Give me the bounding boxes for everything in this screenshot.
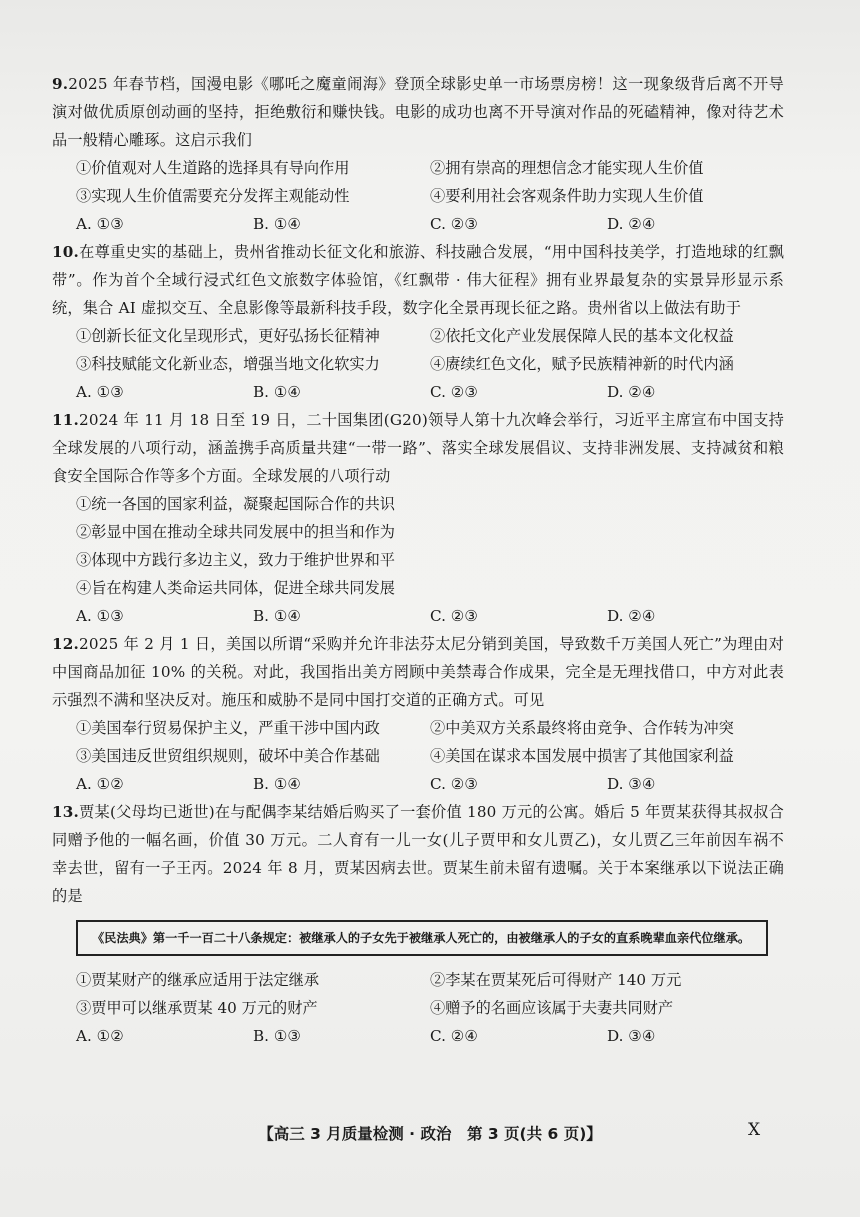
question-text: 在尊重史实的基础上，贵州省推动长征文化和旅游、科技融合发展，“用中国科技美学，打造地球的红飘带”。作为首个全域行浸式红色文旅数字体验馆，《红飘带 · 伟大征程》拥有业界最复杂的实景异形显示系统，集合 AI 虚拟交互、全息影像等最新科技手段，数字化全景再现长征之路。贵州省以上做法有助于 [52, 243, 784, 317]
paper-mark: X [748, 1120, 761, 1140]
answer-c: C. ②③ [430, 215, 478, 233]
question-10 [52, 238, 784, 406]
question-number: 13. [52, 803, 80, 821]
answer-d: D. ②④ [607, 607, 656, 625]
option-3: ③实现人生价值需要充分发挥主观能动性 [76, 187, 350, 205]
answer-b: B. ①④ [253, 215, 302, 233]
question-number: 12. [52, 635, 80, 653]
question-number: 11. [52, 411, 80, 429]
answer-d: D. ②④ [607, 383, 656, 401]
question-9 [52, 70, 784, 238]
answer-choices [52, 378, 784, 406]
options-row [52, 994, 784, 1022]
option-2: ②依托文化产业发展保障人民的基本文化权益 [430, 327, 734, 345]
question-text: 2025 年春节档，国漫电影《哪吒之魔童闹海》登顶全球影史单一市场票房榜！这一现象级背后离不开导演对做优质原创动画的坚持，拒绝敷衍和赚快钱。电影的成功也离不开导演对作品的死磕精神，像对待艺术品一般精心雕琢。这启示我们 [52, 75, 784, 149]
answer-d: D. ②④ [607, 215, 656, 233]
answer-b: B. ①③ [253, 1027, 302, 1045]
question-text: 贾某(父母均已逝世)在与配偶李某结婚后购买了一套价值 180 万元的公寓。婚后 5 年贾某获得其叔叔合同赠予他的一幅名画，价值 30 万元。二人育有一儿一女(儿子贾甲和女儿贾乙)，女儿贾乙三年前因车祸不幸去世，留有一子王丙。2024 年 8 月，贾某因病去世。贾某生前未留有遗嘱。关于本案继承以下说法正确的是 [52, 803, 784, 905]
answer-b: B. ①④ [253, 607, 302, 625]
option-4: ④旨在构建人类命运共同体，促进全球共同发展 [76, 579, 395, 597]
options-row [52, 742, 784, 770]
answer-c: C. ②③ [430, 775, 478, 793]
question-stem [52, 406, 784, 490]
question-stem [52, 238, 784, 322]
options-row [52, 966, 784, 994]
answer-b: B. ①④ [253, 775, 302, 793]
answer-a: A. ①③ [76, 215, 124, 233]
option-3: ③美国违反世贸组织规则，破坏中美合作基础 [76, 747, 380, 765]
option-1: ①统一各国的国家利益，凝聚起国际合作的共识 [76, 495, 395, 513]
option-4: ④赠予的名画应该属于夫妻共同财产 [430, 999, 673, 1017]
option-4: ④美国在谋求本国发展中损害了其他国家利益 [430, 747, 734, 765]
option-1: ①价值观对人生道路的选择具有导向作用 [76, 159, 350, 177]
answer-d: D. ③④ [607, 775, 656, 793]
options-row [52, 350, 784, 378]
option-1: ①美国奉行贸易保护主义，严重干涉中国内政 [76, 719, 380, 737]
law-excerpt-box: 《民法典》第一千一百二十八条规定：被继承人的子女先于被继承人死亡的，由被继承人的子女的直系晚辈血亲代位继承。 [76, 920, 768, 956]
option-2: ②中美双方关系最终将由竞争、合作转为冲突 [430, 719, 734, 737]
question-text: 2025 年 2 月 1 日，美国以所谓“采购并允许非法芬太尼分销到美国，导致数千万美国人死亡”为理由对中国商品加征 10% 的关税。对此，我国指出美方罔顾中美禁毒合作成果，完全是无理找借口，中方对此表示强烈不满和坚决反对。施压和威胁不是同中国打交道的正确方式。可见 [52, 635, 784, 709]
question-number: 10. [52, 243, 80, 261]
answer-choices [52, 1022, 784, 1050]
option-4: ④赓续红色文化，赋予民族精神新的时代内涵 [430, 355, 734, 373]
answer-c: C. ②④ [430, 1027, 478, 1045]
option-4: ④要利用社会客观条件助力实现人生价值 [430, 187, 704, 205]
answer-a: A. ①③ [76, 607, 124, 625]
option-2: ②彰显中国在推动全球共同发展中的担当和作为 [76, 523, 395, 541]
answer-a: A. ①② [76, 1027, 124, 1045]
answer-c: C. ②③ [430, 607, 478, 625]
option-3: ③贾甲可以继承贾某 40 万元的财产 [76, 999, 318, 1017]
option-2: ②拥有崇高的理想信念才能实现人生价值 [430, 159, 704, 177]
answer-a: A. ①② [76, 775, 124, 793]
options-row [52, 714, 784, 742]
option-2: ②李某在贾某死后可得财产 140 万元 [430, 971, 682, 989]
option-1: ①创新长征文化呈现形式，更好弘扬长征精神 [76, 327, 380, 345]
answer-c: C. ②③ [430, 383, 478, 401]
question-13 [52, 798, 784, 1050]
answer-choices [52, 210, 784, 238]
question-11 [52, 406, 784, 630]
answer-d: D. ③④ [607, 1027, 656, 1045]
options-row [52, 154, 784, 182]
option-3: ③体现中方践行多边主义，致力于维护世界和平 [76, 551, 395, 569]
answer-choices [52, 770, 784, 798]
answer-a: A. ①③ [76, 383, 124, 401]
question-text: 2024 年 11 月 18 日至 19 日，二十国集团(G20)领导人第十九次峰会举行，习近平主席宣布中国支持全球发展的八项行动，涵盖携手高质量共建“一带一路”、落实全球发展倡议、支持非洲发展、支持减贫和粮食安全国际合作等多个方面。全球发展的八项行动 [52, 411, 784, 485]
question-stem [52, 70, 784, 154]
page-footer: 【高三 3 月质量检测 · 政治 第 3 页(共 6 页)】 [258, 1125, 602, 1143]
question-stem [52, 630, 784, 714]
question-12 [52, 630, 784, 798]
question-stem [52, 798, 784, 910]
answer-b: B. ①④ [253, 383, 302, 401]
option-3: ③科技赋能文化新业态，增强当地文化软实力 [76, 355, 380, 373]
question-number: 9. [52, 75, 69, 93]
option-1: ①贾某财产的继承应适用于法定继承 [76, 971, 319, 989]
options-row [52, 182, 784, 210]
options-row [52, 322, 784, 350]
answer-choices [52, 602, 784, 630]
